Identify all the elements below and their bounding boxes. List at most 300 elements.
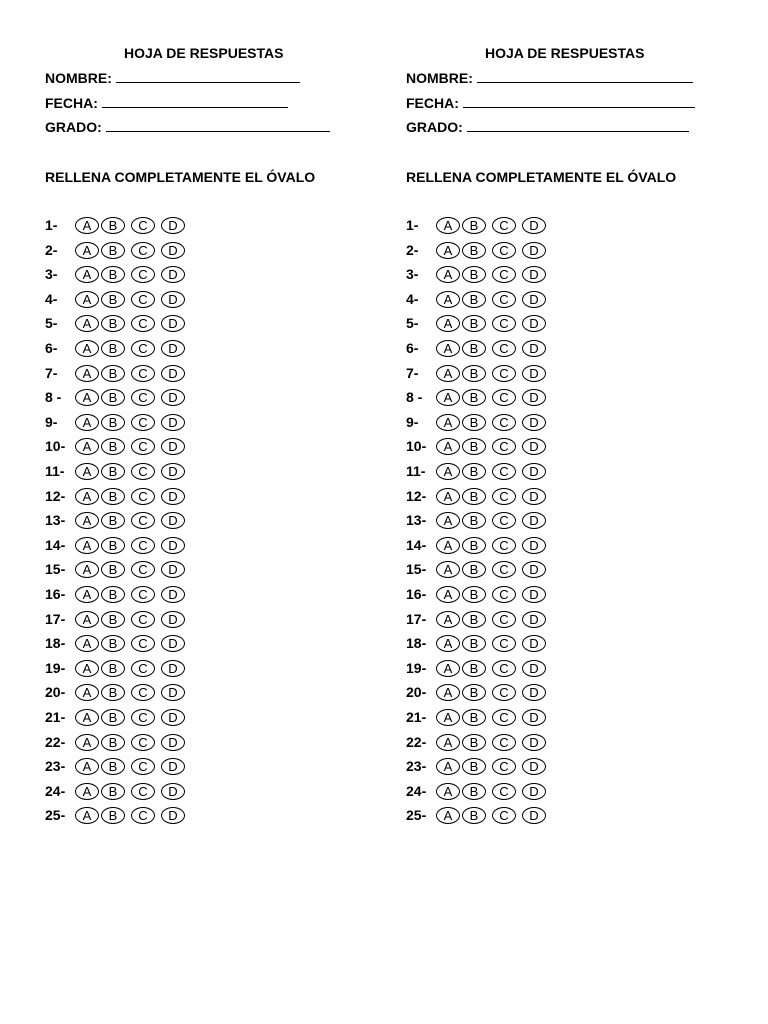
answer-bubble-c[interactable]: C: [492, 537, 516, 554]
answer-bubble-b[interactable]: B: [462, 709, 486, 726]
answer-bubble-c[interactable]: C: [131, 586, 155, 603]
answer-bubble-d[interactable]: D: [522, 758, 546, 775]
answer-bubble-b[interactable]: B: [462, 291, 486, 308]
answer-bubble-a[interactable]: A: [436, 217, 460, 234]
answer-bubble-b[interactable]: B: [101, 783, 125, 800]
grade-field[interactable]: [406, 119, 689, 135]
answer-bubble-d[interactable]: D: [522, 414, 546, 431]
grade-line[interactable]: [467, 119, 689, 132]
answer-bubble-d[interactable]: D: [522, 291, 546, 308]
question-number: 13-: [406, 512, 427, 529]
answer-bubble-a[interactable]: A: [75, 217, 99, 234]
question-row: [45, 805, 245, 829]
answer-bubble-a[interactable]: A: [436, 488, 460, 505]
answer-bubble-c[interactable]: C: [492, 315, 516, 332]
answer-bubble-c[interactable]: C: [492, 635, 516, 652]
question-number: 21-: [45, 709, 66, 725]
answer-bubble-a[interactable]: A: [436, 709, 460, 726]
answer-bubble-d[interactable]: D: [161, 709, 185, 726]
answer-bubble-a[interactable]: A: [75, 512, 99, 529]
answer-bubble-d[interactable]: D: [522, 807, 546, 824]
answer-bubble-c[interactable]: C: [492, 561, 516, 578]
question-row: [406, 559, 606, 583]
question-row: [45, 510, 245, 534]
question-row: [406, 313, 606, 337]
answer-bubble-d[interactable]: D: [161, 537, 185, 554]
answer-bubble-a[interactable]: A: [436, 783, 460, 800]
answer-bubble-b[interactable]: B: [101, 242, 125, 259]
answer-bubble-a[interactable]: A: [75, 389, 99, 406]
answer-bubble-a[interactable]: A: [75, 537, 99, 554]
answer-bubble-c[interactable]: C: [131, 217, 155, 234]
question-number: 23-: [45, 758, 66, 775]
answer-bubble-d[interactable]: D: [522, 438, 546, 455]
answer-bubble-a[interactable]: A: [75, 660, 99, 677]
answer-bubble-d[interactable]: D: [522, 660, 546, 677]
question-number: 22-: [406, 733, 427, 750]
date-label: FECHA:: [45, 95, 98, 111]
answer-bubble-b[interactable]: B: [101, 734, 125, 751]
grade-label: GRADO:: [45, 119, 102, 135]
question-number: 7-: [45, 364, 58, 381]
answer-bubble-a[interactable]: A: [436, 537, 460, 554]
answer-bubble-d[interactable]: D: [522, 217, 546, 234]
answer-bubble-d[interactable]: D: [161, 611, 185, 628]
answer-bubble-b[interactable]: B: [101, 709, 125, 726]
answer-bubble-d[interactable]: D: [161, 635, 185, 652]
answer-bubble-c[interactable]: C: [131, 463, 155, 480]
date-line[interactable]: [463, 95, 695, 108]
answer-bubble-b[interactable]: B: [462, 389, 486, 406]
answer-bubble-d[interactable]: D: [161, 807, 185, 824]
answer-bubble-d[interactable]: D: [522, 586, 546, 603]
answer-bubble-d[interactable]: D: [522, 537, 546, 554]
answer-bubble-b[interactable]: B: [101, 684, 125, 701]
answer-bubble-c[interactable]: C: [131, 611, 155, 628]
date-field[interactable]: [45, 95, 288, 111]
question-row: [406, 436, 606, 460]
answer-bubble-c[interactable]: C: [492, 783, 516, 800]
question-number: 4-: [406, 290, 419, 307]
answer-bubble-a[interactable]: A: [75, 463, 99, 480]
question-row: [406, 633, 606, 657]
answer-bubble-b[interactable]: B: [101, 807, 125, 824]
answer-bubble-c[interactable]: C: [131, 365, 155, 382]
answer-bubble-c[interactable]: C: [492, 734, 516, 751]
answer-bubble-a[interactable]: A: [75, 488, 99, 505]
answer-bubble-b[interactable]: B: [462, 684, 486, 701]
question-row: [406, 732, 606, 756]
answer-bubble-b[interactable]: B: [101, 291, 125, 308]
answer-bubble-c[interactable]: C: [492, 340, 516, 357]
question-row: [406, 756, 606, 780]
answer-bubble-c[interactable]: C: [131, 512, 155, 529]
answer-bubble-b[interactable]: B: [101, 414, 125, 431]
instruction-text: RELLENA COMPLETAMENTE EL ÓVALO: [406, 169, 677, 185]
answer-bubble-c[interactable]: C: [492, 512, 516, 529]
question-number: 12-: [45, 487, 66, 504]
answer-bubble-d[interactable]: D: [161, 414, 185, 431]
answer-bubble-c[interactable]: C: [492, 365, 516, 382]
question-number: 3-: [406, 266, 419, 283]
question-number: 10-: [406, 438, 427, 455]
question-row: [406, 486, 606, 510]
answer-bubble-b[interactable]: B: [462, 807, 486, 824]
answer-bubble-c[interactable]: C: [492, 389, 516, 406]
answer-bubble-d[interactable]: D: [522, 463, 546, 480]
answer-bubble-c[interactable]: C: [492, 414, 516, 431]
question-row: [406, 584, 606, 608]
answer-bubble-d[interactable]: D: [522, 783, 546, 800]
question-row: [45, 584, 245, 608]
answer-bubble-b[interactable]: B: [101, 611, 125, 628]
question-number: 16-: [45, 586, 66, 602]
answer-bubble-c[interactable]: C: [131, 537, 155, 554]
question-number: 25-: [406, 807, 427, 824]
question-number: 5-: [406, 315, 419, 332]
answer-bubble-d[interactable]: D: [522, 389, 546, 406]
question-number: 15-: [406, 561, 427, 578]
question-row: [406, 412, 606, 436]
answer-bubble-d[interactable]: D: [161, 340, 185, 357]
answer-bubble-c[interactable]: C: [131, 660, 155, 677]
answer-bubble-c[interactable]: C: [131, 266, 155, 283]
sheet-title: HOJA DE RESPUESTAS: [485, 45, 645, 61]
answer-bubble-a[interactable]: A: [75, 586, 99, 603]
answer-bubble-a[interactable]: A: [75, 414, 99, 431]
answer-bubble-b[interactable]: B: [462, 414, 486, 431]
answer-bubble-d[interactable]: D: [161, 365, 185, 382]
instruction-text: RELLENA COMPLETAMENTE EL ÓVALO: [45, 169, 316, 185]
answer-bubble-a[interactable]: A: [75, 291, 99, 308]
answer-bubble-a[interactable]: A: [75, 783, 99, 800]
answer-bubble-b[interactable]: B: [462, 217, 486, 234]
grade-field[interactable]: [45, 119, 330, 135]
answer-bubble-b[interactable]: B: [462, 438, 486, 455]
answer-bubble-b[interactable]: B: [101, 266, 125, 283]
question-number: 8 -: [406, 389, 423, 406]
name-label: NOMBRE:: [406, 70, 473, 86]
answer-bubble-a[interactable]: A: [436, 611, 460, 628]
answer-bubble-d[interactable]: D: [522, 684, 546, 701]
date-field[interactable]: [406, 95, 695, 111]
answer-bubble-b[interactable]: B: [462, 365, 486, 382]
name-line[interactable]: [477, 70, 693, 83]
answer-bubble-a[interactable]: A: [436, 463, 460, 480]
question-row: [406, 658, 606, 682]
answer-bubble-c[interactable]: C: [492, 660, 516, 677]
answer-bubble-a[interactable]: A: [75, 684, 99, 701]
question-number: 24-: [406, 782, 427, 799]
answer-bubble-c[interactable]: C: [131, 315, 155, 332]
answer-bubble-a[interactable]: A: [436, 635, 460, 652]
answer-bubble-d[interactable]: D: [522, 315, 546, 332]
answer-bubble-b[interactable]: B: [462, 537, 486, 554]
answer-bubble-d[interactable]: D: [161, 315, 185, 332]
answer-bubble-a[interactable]: A: [436, 807, 460, 824]
answer-bubble-c[interactable]: C: [492, 438, 516, 455]
question-number: 13-: [45, 512, 66, 529]
question-row: [45, 535, 245, 559]
answer-bubble-b[interactable]: B: [101, 586, 125, 603]
answer-bubble-a[interactable]: A: [436, 242, 460, 259]
answer-bubble-d[interactable]: D: [161, 586, 185, 603]
answer-bubble-d[interactable]: D: [522, 266, 546, 283]
answer-bubble-c[interactable]: C: [131, 438, 155, 455]
answer-bubble-a[interactable]: A: [436, 315, 460, 332]
answer-bubble-c[interactable]: C: [131, 389, 155, 406]
answer-bubble-a[interactable]: A: [436, 365, 460, 382]
answer-bubble-a[interactable]: A: [436, 684, 460, 701]
question-number: 2-: [45, 241, 58, 258]
question-number: 6-: [45, 340, 58, 356]
question-row: [406, 805, 606, 829]
answer-bubble-c[interactable]: C: [492, 709, 516, 726]
answer-bubble-a[interactable]: A: [75, 242, 99, 259]
answer-bubble-a[interactable]: A: [75, 340, 99, 357]
answer-bubble-d[interactable]: D: [161, 438, 185, 455]
question-row: [406, 781, 606, 805]
answer-bubble-c[interactable]: C: [492, 217, 516, 234]
question-number: 19-: [45, 659, 66, 676]
answer-bubble-a[interactable]: A: [436, 291, 460, 308]
answer-bubble-d[interactable]: D: [522, 734, 546, 751]
question-row: [45, 240, 245, 264]
answer-bubble-d[interactable]: D: [161, 660, 185, 677]
question-row: [406, 264, 606, 288]
answer-bubble-c[interactable]: C: [131, 807, 155, 824]
answer-bubble-b[interactable]: B: [462, 242, 486, 259]
answer-bubble-b[interactable]: B: [462, 340, 486, 357]
answer-bubble-d[interactable]: D: [522, 365, 546, 382]
answer-bubble-d[interactable]: D: [522, 488, 546, 505]
answer-bubble-d[interactable]: D: [522, 611, 546, 628]
answer-bubble-a[interactable]: A: [436, 389, 460, 406]
answer-bubble-b[interactable]: B: [462, 266, 486, 283]
grade-line[interactable]: [106, 119, 330, 132]
answer-bubble-b[interactable]: B: [462, 488, 486, 505]
answer-bubble-d[interactable]: D: [522, 512, 546, 529]
answer-bubble-d[interactable]: D: [161, 783, 185, 800]
answer-bubble-c[interactable]: C: [492, 488, 516, 505]
answer-bubble-b[interactable]: B: [101, 365, 125, 382]
answer-bubble-a[interactable]: A: [75, 758, 99, 775]
answer-bubble-b[interactable]: B: [462, 635, 486, 652]
question-row: [45, 756, 245, 780]
sheet-title: HOJA DE RESPUESTAS: [124, 45, 284, 61]
question-row: [406, 707, 606, 731]
answer-bubble-b[interactable]: B: [101, 512, 125, 529]
question-number: 4-: [45, 290, 58, 307]
question-row: [406, 387, 606, 411]
answer-bubble-d[interactable]: D: [161, 488, 185, 505]
answer-bubble-d[interactable]: D: [161, 758, 185, 775]
answer-bubble-b[interactable]: B: [462, 512, 486, 529]
answer-bubble-b[interactable]: B: [101, 537, 125, 554]
answer-bubble-a[interactable]: A: [436, 438, 460, 455]
answer-bubble-b[interactable]: B: [462, 586, 486, 603]
answer-bubble-a[interactable]: A: [75, 611, 99, 628]
question-number: 7-: [406, 364, 419, 381]
question-number: 9-: [45, 413, 58, 430]
question-row: [45, 387, 245, 411]
answer-bubble-c[interactable]: C: [131, 414, 155, 431]
answer-bubble-b[interactable]: B: [101, 340, 125, 357]
question-row: [45, 732, 245, 756]
date-line[interactable]: [102, 95, 288, 108]
question-number: 19-: [406, 659, 427, 676]
answer-bubble-b[interactable]: B: [462, 611, 486, 628]
question-row: [406, 240, 606, 264]
answer-bubble-b[interactable]: B: [101, 758, 125, 775]
answer-bubble-b[interactable]: B: [101, 488, 125, 505]
answer-bubble-c[interactable]: C: [131, 684, 155, 701]
question-number: 24-: [45, 782, 66, 799]
answer-bubble-d[interactable]: D: [161, 389, 185, 406]
answer-bubble-d[interactable]: D: [161, 734, 185, 751]
answer-bubble-b[interactable]: B: [101, 389, 125, 406]
question-number: 2-: [406, 241, 419, 258]
answer-bubble-a[interactable]: A: [75, 365, 99, 382]
answer-bubble-a[interactable]: A: [436, 340, 460, 357]
question-number: 9-: [406, 413, 419, 430]
name-label: NOMBRE:: [45, 70, 112, 86]
name-line[interactable]: [116, 70, 300, 83]
answer-bubble-c[interactable]: C: [131, 709, 155, 726]
question-row: [406, 338, 606, 362]
answer-bubble-b[interactable]: B: [101, 660, 125, 677]
answer-bubble-c[interactable]: C: [492, 586, 516, 603]
question-row: [406, 535, 606, 559]
grade-label: GRADO:: [406, 119, 463, 135]
answer-bubble-a[interactable]: A: [436, 414, 460, 431]
answer-bubble-c[interactable]: C: [492, 463, 516, 480]
answer-bubble-a[interactable]: A: [436, 660, 460, 677]
answer-bubble-c[interactable]: C: [131, 734, 155, 751]
question-number: 1-: [45, 217, 58, 233]
question-row: [45, 215, 245, 239]
answer-bubble-a[interactable]: A: [436, 586, 460, 603]
question-number: 20-: [406, 684, 427, 701]
answer-bubble-c[interactable]: C: [131, 242, 155, 259]
answer-bubble-b[interactable]: B: [101, 217, 125, 234]
answer-bubble-d[interactable]: D: [161, 463, 185, 480]
question-number: 11-: [45, 463, 65, 479]
answer-bubble-a[interactable]: A: [75, 561, 99, 578]
question-number: 12-: [406, 487, 427, 504]
answer-bubble-b[interactable]: B: [462, 660, 486, 677]
name-field[interactable]: [406, 70, 693, 86]
question-number: 20-: [45, 684, 66, 701]
answer-bubble-d[interactable]: D: [161, 561, 185, 578]
name-field[interactable]: [45, 70, 300, 86]
question-number: 25-: [45, 807, 66, 824]
answer-bubble-a[interactable]: A: [75, 734, 99, 751]
answer-bubble-c[interactable]: C: [492, 611, 516, 628]
question-number: 18-: [45, 635, 66, 652]
question-row: [45, 412, 245, 436]
question-row: [45, 363, 245, 387]
question-number: 3-: [45, 266, 58, 283]
answer-bubble-b[interactable]: B: [462, 734, 486, 751]
question-row: [406, 289, 606, 313]
answer-bubble-b[interactable]: B: [462, 561, 486, 578]
answer-bubble-a[interactable]: A: [436, 758, 460, 775]
answer-bubble-a[interactable]: A: [75, 438, 99, 455]
question-row: [45, 633, 245, 657]
answer-bubble-a[interactable]: A: [75, 266, 99, 283]
answer-bubble-d[interactable]: D: [161, 266, 185, 283]
answer-bubble-a[interactable]: A: [436, 734, 460, 751]
question-row: [45, 289, 245, 313]
answer-bubble-b[interactable]: B: [462, 463, 486, 480]
question-row: [45, 707, 245, 731]
question-row: [45, 461, 245, 485]
question-row: [406, 363, 606, 387]
question-number: 1-: [406, 217, 419, 233]
answer-bubble-a[interactable]: A: [436, 266, 460, 283]
answer-bubble-d[interactable]: D: [161, 684, 185, 701]
answer-bubble-c[interactable]: C: [131, 635, 155, 652]
answer-bubble-d[interactable]: D: [522, 709, 546, 726]
answer-bubble-d[interactable]: D: [161, 242, 185, 259]
answer-bubble-a[interactable]: A: [436, 561, 460, 578]
question-row: [45, 658, 245, 682]
question-row: [45, 559, 245, 583]
question-number: 17-: [406, 610, 427, 627]
answer-bubble-b[interactable]: B: [462, 758, 486, 775]
answer-bubble-c[interactable]: C: [492, 684, 516, 701]
question-number: 21-: [406, 709, 427, 725]
answer-bubble-d[interactable]: D: [161, 217, 185, 234]
answer-bubble-d[interactable]: D: [522, 340, 546, 357]
answer-bubble-c[interactable]: C: [131, 783, 155, 800]
answer-bubble-b[interactable]: B: [101, 635, 125, 652]
answer-bubble-a[interactable]: A: [75, 315, 99, 332]
answer-bubble-c[interactable]: C: [131, 340, 155, 357]
answer-bubble-b[interactable]: B: [101, 561, 125, 578]
answer-bubble-a[interactable]: A: [436, 512, 460, 529]
answer-bubble-b[interactable]: B: [462, 783, 486, 800]
answer-bubble-c[interactable]: C: [131, 561, 155, 578]
answer-bubble-a[interactable]: A: [75, 635, 99, 652]
answer-bubble-c[interactable]: C: [492, 242, 516, 259]
answer-bubble-c[interactable]: C: [131, 758, 155, 775]
question-number: 14-: [406, 536, 427, 553]
answer-bubble-a[interactable]: A: [75, 807, 99, 824]
question-number: 14-: [45, 536, 66, 553]
answer-bubble-a[interactable]: A: [75, 709, 99, 726]
answer-bubble-c[interactable]: C: [492, 266, 516, 283]
answer-bubble-d[interactable]: D: [522, 242, 546, 259]
answer-bubble-d[interactable]: D: [522, 561, 546, 578]
answer-bubble-d[interactable]: D: [161, 512, 185, 529]
answer-bubble-c[interactable]: C: [131, 488, 155, 505]
answer-bubble-b[interactable]: B: [101, 463, 125, 480]
date-label: FECHA:: [406, 95, 459, 111]
question-number: 6-: [406, 340, 419, 356]
answer-bubble-d[interactable]: D: [522, 635, 546, 652]
answer-bubble-c[interactable]: C: [492, 291, 516, 308]
answer-bubble-c[interactable]: C: [131, 291, 155, 308]
answer-bubble-d[interactable]: D: [161, 291, 185, 308]
answer-bubble-b[interactable]: B: [101, 438, 125, 455]
answer-bubble-b[interactable]: B: [101, 315, 125, 332]
answer-bubble-c[interactable]: C: [492, 807, 516, 824]
answer-bubble-b[interactable]: B: [462, 315, 486, 332]
question-number: 11-: [406, 463, 426, 479]
answer-bubble-c[interactable]: C: [492, 758, 516, 775]
